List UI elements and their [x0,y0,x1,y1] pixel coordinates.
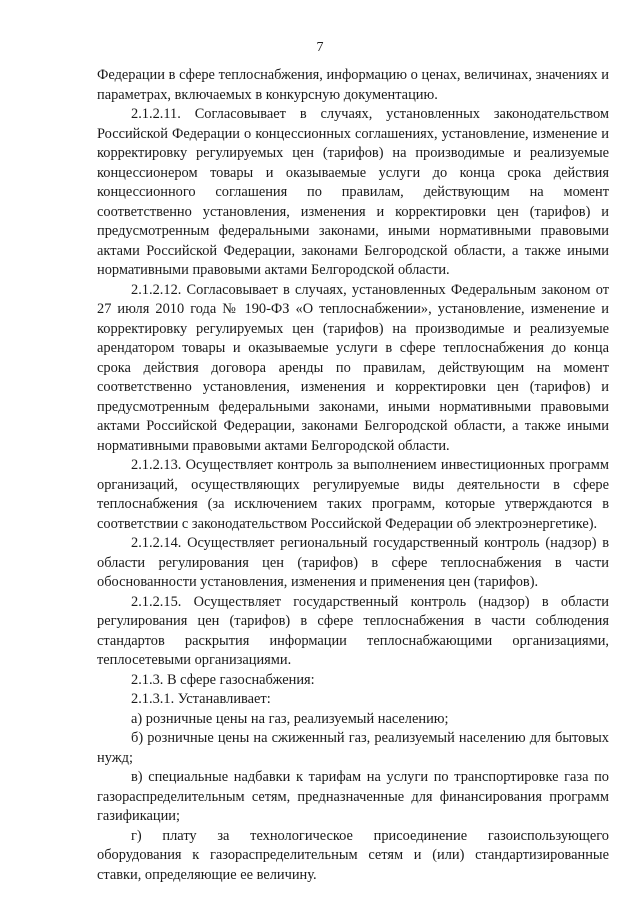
paragraph-2-1-2-12: 2.1.2.12. Согласовывает в случаях, установленных Федеральным законом от 27 июля 2010 года № 190-ФЗ «О теплоснабжении», установление, изменение и корректировку регулируемых цен (тарифов) на производимые и реализуемые арендатором товары и оказываемые услуги в сфере теплоснабжения до конца срока действия договора аренды по правилам, действующим на момент соответственно установления, изменения и корректировки цен (тарифов) и предусмотренным федеральными законами, иными нормативными правовыми актами Российской Федерации, законами Белгородской области, а также иными нормативными правовыми актами Белгородской области. [97,281,609,454]
paragraph-2-1-2-15: 2.1.2.15. Осуществляет государственный контроль (надзор) в области регулирования цен (тарифов) в сфере теплоснабжения в части соблюдения стандартов раскрытия информации теплоснабжающими организациями, теплосетевыми организациями. [97,593,609,668]
paragraph-2-1-3-heading: 2.1.3. В сфере газоснабжения: [131,671,315,688]
page-number: 7 [316,40,324,55]
paragraph-2-1-2-13: 2.1.2.13. Осуществляет контроль за выполнением инвестиционных программ организаций, осуществляющих регулируемые виды деятельности в сфере теплоснабжения (за исключением таких программ, которые утверждаются в соответствии с законодательством Российской Федерации об электроэнергетике). [97,457,609,532]
paragraph-continuation: Федерации в сфере теплоснабжения, информацию о ценах, величинах, значениях и параметрах, включаемых в конкурсную документацию. [97,67,609,103]
list-item-g: г) плату за технологическое присоединение газоиспользующего оборудования к газораспределительным сетям и (или) стандартизированные ставки, определяющие ее величину. [97,827,609,883]
paragraph-2-1-2-11: 2.1.2.11. Согласовывает в случаях, установленных законодательством Российской Федерации о концессионных соглашениях, установление, изменение и корректировку регулируемых цен (тарифов) на производимые и реализуемые концессионером товары и оказываемые услуги до конца срока действия концессионного соглашения по правилам, действующим на момент соответственно установления, изменения и корректировки цен (тарифов) и предусмотренным федеральными законами, иными нормативными правовыми актами Российской Федерации, законами Белгородской области, а также иными нормативными правовыми актами Белгородской области. [97,106,609,278]
paragraph-2-1-2-14: 2.1.2.14. Осуществляет региональный государственный контроль (надзор) в области регулирования цен (тарифов) в сфере теплоснабжения в части обоснованности установления, изменения и применения цен (тарифов). [97,535,609,590]
list-item-v: в) специальные надбавки к тарифам на услуги по транспортировке газа по газораспределительным сетям, предназначенные для финансирования программ газификации; [97,769,609,824]
list-item-a: а) розничные цены на газ, реализуемый населению; [131,710,449,727]
paragraph-2-1-3-1: 2.1.3.1. Устанавливает: [131,691,271,707]
document-body [97,66,609,885]
list-item-b: б) розничные цены на сжиженный газ, реализуемый населению для бытовых нужд; [97,730,609,766]
